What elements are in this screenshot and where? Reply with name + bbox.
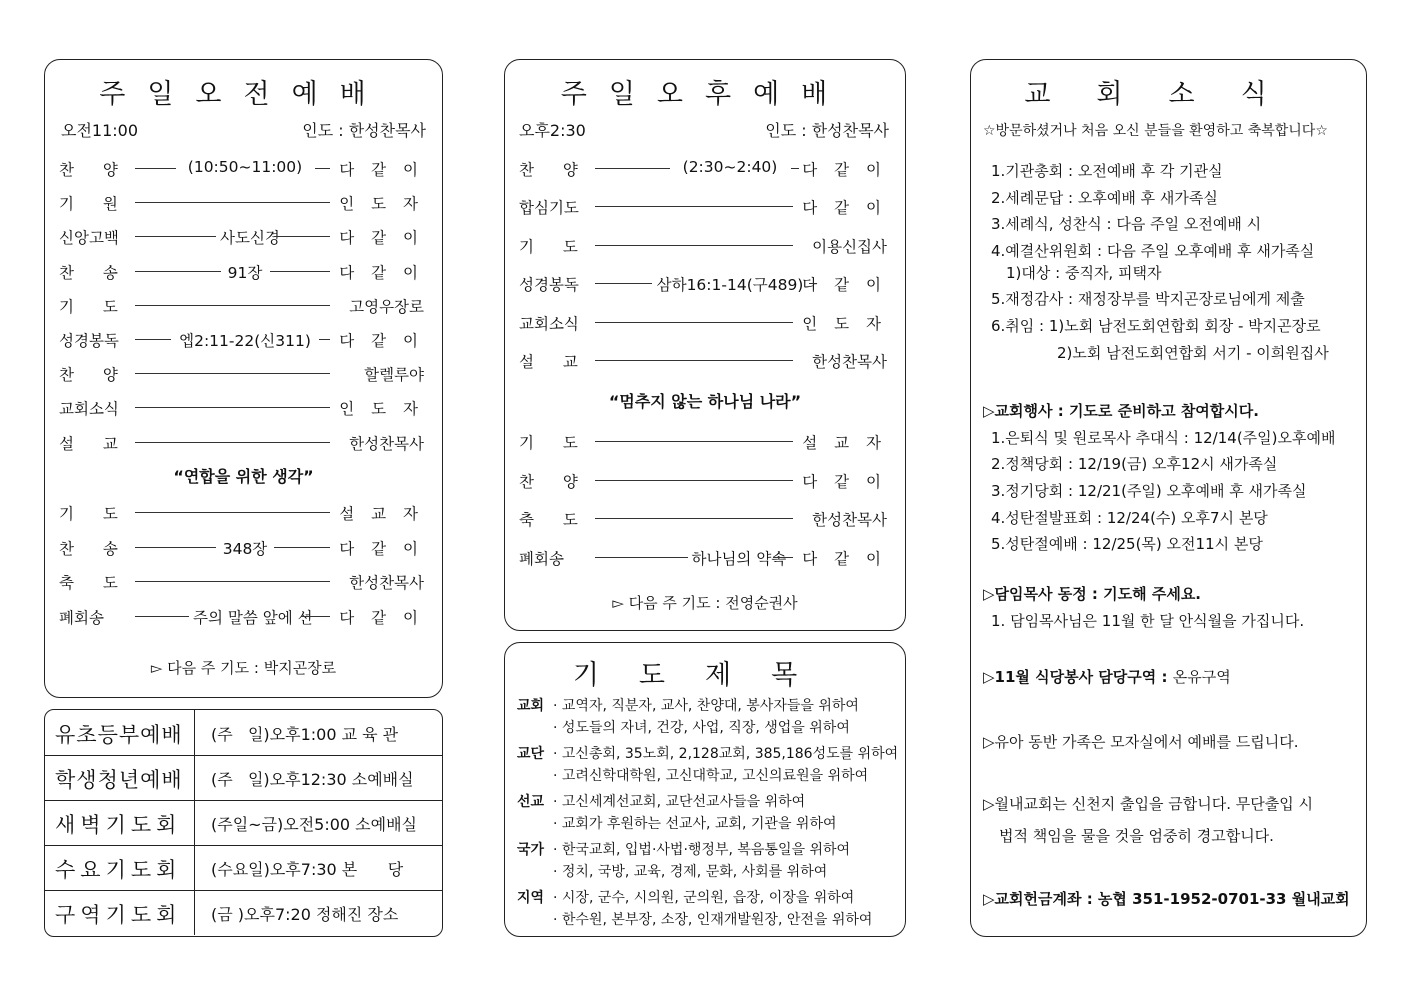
morning-order-label: 기 도 — [59, 297, 130, 316]
morning-order-row — [45, 537, 442, 559]
cafeteria-label: ▷11월 식당봉사 담당구역 : — [983, 668, 1173, 686]
prayer-text: 고신세계선교회, 교단선교사들을 위하여 — [561, 794, 806, 810]
afternoon-order-label: 폐회송 — [519, 549, 564, 568]
leader-line — [135, 442, 330, 443]
schedule-row — [45, 755, 442, 801]
leader-line — [773, 557, 794, 558]
offering-account: ▷교회헌금계좌 : 농협 351-1952-0701-33 월내교회 — [983, 890, 1350, 908]
leader-line — [595, 245, 793, 246]
prayer-line — [553, 765, 868, 785]
morning-order-label: 찬 양 — [59, 366, 130, 385]
leader-line — [595, 206, 793, 207]
schedule-row — [45, 800, 442, 846]
leader-line — [595, 360, 793, 361]
morning-time: 오전11:00 — [61, 121, 139, 140]
warning-line-1: ▷월내교회는 신천지 출입을 금합니다. 무단출입 시 — [983, 795, 1313, 813]
event-item: 2.정책당회 : 12/19(금) 오후12시 새가족실 — [991, 455, 1278, 473]
news-title: 교회소식 — [1024, 79, 1313, 110]
prayer-text: 성도들의 자녀, 건강, 사업, 직장, 생업을 위하여 — [561, 720, 850, 736]
morning-order-person: 설 교 자 — [339, 505, 424, 523]
prayer-title: 기도제목 — [572, 660, 838, 691]
schedule-row — [45, 710, 442, 756]
column-divider — [194, 800, 195, 845]
leader-line — [135, 373, 330, 374]
prayer-line — [553, 861, 827, 881]
bullet-dot: · — [553, 816, 562, 832]
morning-order-row — [45, 571, 442, 593]
bullet-dot: · — [553, 720, 562, 736]
leader-line — [301, 616, 330, 617]
prayer-text: 고신총회, 35노회, 2,128교회, 385,186성도를 위하여 — [561, 746, 899, 762]
schedule-name: 수요기도회 — [55, 858, 182, 882]
afternoon-order-label: 찬 양 — [519, 472, 590, 491]
afternoon-next-prayer: ▻ 다음 주 기도 : 전영순권사 — [612, 594, 798, 612]
afternoon-order-row — [505, 508, 905, 530]
afternoon-time: 오후2:30 — [519, 121, 586, 140]
morning-order-row — [45, 432, 442, 454]
leader-line — [809, 283, 817, 284]
event-item: 1.은퇴식 및 원로목사 추대식 : 12/14(주일)오후예배 — [991, 429, 1336, 447]
afternoon-order-detail: (2:30~2:40) — [682, 158, 778, 176]
leader-line — [135, 547, 216, 548]
morning-order-person: 고영우장로 — [349, 297, 424, 316]
prayer-line — [553, 839, 850, 859]
prayer-text: 한국교회, 입법·사법·행정부, 복음통일을 위하여 — [561, 842, 851, 858]
morning-order-person: 한성찬목사 — [349, 434, 424, 453]
leader-line — [135, 512, 330, 513]
afternoon-order-label: 교회소식 — [519, 314, 579, 333]
afternoon-order-row — [505, 547, 905, 569]
bullet-dot: · — [553, 864, 562, 880]
prayer-category: 교단 — [517, 746, 545, 762]
morning-order-row — [45, 295, 442, 317]
afternoon-order-row — [505, 431, 905, 453]
news-item: 6.취임 : 1)노회 남전도회연합회 회장 - 박지곤장로 — [991, 317, 1321, 335]
leader-line — [135, 305, 330, 306]
prayer-line — [553, 695, 859, 715]
news-item: 2)노회 남전도회연합회 서기 - 이희원집사 — [1057, 344, 1329, 362]
morning-order-label: 신앙고백 — [59, 229, 119, 248]
afternoon-order-person: 한성찬목사 — [812, 511, 887, 529]
leader-line — [270, 271, 331, 272]
morning-order-label: 폐회송 — [59, 608, 104, 627]
leader-line — [135, 616, 189, 617]
afternoon-order-person: 한성찬목사 — [812, 353, 887, 371]
prayer-category: 지역 — [517, 890, 545, 906]
schedule-name: 유초등부예배 — [55, 723, 183, 747]
afternoon-order-row — [505, 312, 905, 334]
prayer-panel — [504, 642, 906, 937]
afternoon-order-person: 이용신집사 — [812, 237, 887, 256]
event-item: 5.성탄절예배 : 12/25(목) 오전11시 본당 — [991, 535, 1263, 553]
afternoon-sermon-title: “멈추지 않는 하나님 나라” — [608, 392, 802, 411]
leader-line — [595, 283, 652, 284]
news-welcome: ☆방문하셨거나 처음 오신 분들을 환영하고 축복합니다☆ — [983, 123, 1328, 139]
morning-order-label: 찬 송 — [59, 263, 130, 282]
afternoon-order-person: 다 같 이 — [802, 549, 887, 568]
news-item: 4.예결산위원회 : 다음 주일 오후예배 후 새가족실 — [991, 242, 1315, 260]
leader-line — [135, 202, 330, 203]
leader-line — [135, 407, 330, 408]
schedule-name: 학생청년예배 — [55, 768, 183, 792]
cafeteria-value: 온유구역 — [1172, 668, 1231, 686]
morning-order-detail: 주의 말씀 앞에 선 — [193, 608, 313, 627]
bullet-dot: · — [553, 890, 562, 906]
morning-order-person: 인 도 자 — [339, 195, 424, 214]
morning-order-row — [45, 606, 442, 628]
prayer-text: 정치, 국방, 교육, 경제, 문화, 사회를 위하여 — [561, 864, 828, 880]
afternoon-order-person: 다 같 이 — [802, 199, 887, 218]
prayer-text: 시장, 군수, 시의원, 군의원, 읍장, 이장을 위하여 — [561, 890, 855, 906]
leader-line — [319, 339, 330, 340]
morning-order-row — [45, 261, 442, 283]
prayer-category: 선교 — [517, 794, 545, 810]
morning-title: 주일오전예배 — [99, 79, 388, 110]
schedule-time: (주일~금)오전5:00 소예배실 — [211, 815, 418, 834]
news-item: 2.세례문답 : 오후예배 후 새가족실 — [991, 189, 1218, 207]
column-divider — [194, 710, 195, 755]
afternoon-order-label: 합심기도 — [519, 199, 579, 218]
leader-line — [274, 547, 330, 548]
schedule-name: 새벽기도회 — [55, 813, 182, 837]
schedule-time: (수요일)오후7:30 본 당 — [211, 860, 404, 879]
schedule-row — [45, 845, 442, 891]
morning-order-person: 할렐루야 — [364, 366, 424, 385]
news-item: 5.재정감사 : 재정장부를 박지곤장로님에게 제출 — [991, 290, 1305, 308]
bullet-dot: · — [553, 912, 562, 928]
morning-order-row — [45, 397, 442, 419]
afternoon-order-row — [505, 470, 905, 492]
morning-order-row — [45, 226, 442, 248]
afternoon-order-row — [505, 350, 905, 372]
leader-line — [135, 236, 216, 237]
prayer-text: 교역자, 직분자, 교사, 찬양대, 봉사자들을 위하여 — [561, 698, 859, 714]
leader-line — [595, 441, 793, 442]
morning-order-label: 축 도 — [59, 574, 130, 592]
leader-line — [595, 168, 670, 169]
bullet-dot: · — [553, 768, 562, 784]
afternoon-worship-panel — [504, 59, 906, 631]
leader-line — [135, 581, 330, 582]
morning-order-row — [45, 329, 442, 351]
morning-order-label: 찬 양 — [59, 161, 130, 179]
cafeteria-heading — [983, 666, 1231, 687]
afternoon-order-person: 다 같 이 — [802, 472, 887, 491]
morning-order-person: 한성찬목사 — [349, 574, 424, 592]
afternoon-order-person: 다 같 이 — [802, 161, 887, 179]
afternoon-order-label: 축 도 — [519, 511, 590, 529]
schedule-time: (주 일)오후12:30 소예배실 — [211, 770, 414, 789]
morning-order-label: 설 교 — [59, 434, 130, 453]
warning-line-2: 법적 책임을 물을 것을 엄중히 경고합니다. — [999, 827, 1274, 845]
morning-order-person: 인 도 자 — [339, 400, 424, 419]
afternoon-order-person: 다 같 이 — [802, 276, 887, 295]
prayer-text: 고려신학대학원, 고신대학교, 고신의료원을 위하여 — [561, 768, 869, 784]
leader-line — [595, 557, 688, 558]
prayer-line — [553, 887, 854, 907]
news-item: 1)대상 : 중직자, 피택자 — [1006, 264, 1162, 282]
event-item: 4.성탄절발표회 : 12/24(수) 오후7시 본당 — [991, 509, 1268, 527]
morning-worship-panel — [44, 59, 443, 698]
column-divider — [194, 890, 195, 935]
morning-order-person: 다 같 이 — [339, 229, 424, 248]
column-divider — [194, 755, 195, 800]
afternoon-order-row — [505, 158, 905, 180]
afternoon-order-row — [505, 196, 905, 218]
afternoon-order-person: 인 도 자 — [802, 314, 887, 333]
bullet-dot: · — [553, 698, 562, 714]
leader-line — [135, 339, 171, 340]
prayer-category: 교회 — [517, 698, 545, 714]
prayer-category: 국가 — [517, 842, 545, 858]
pastor-line: 1. 담임목사님은 11월 한 달 안식월을 가집니다. — [991, 612, 1305, 630]
morning-order-row — [45, 192, 442, 214]
schedule-time: (주 일)오후1:00 교 육 관 — [211, 725, 399, 744]
leader-line — [595, 322, 793, 323]
prayer-line — [553, 717, 850, 737]
morning-order-label: 교회소식 — [59, 400, 119, 419]
morning-sermon-title: “연합을 위한 생각” — [173, 467, 314, 486]
afternoon-order-detail: 삼하16:1-14(구489) — [656, 276, 804, 295]
afternoon-leader: 인도 : 한성찬목사 — [765, 121, 889, 140]
schedule-table — [44, 709, 443, 937]
afternoon-title: 주일오후예배 — [560, 79, 850, 110]
morning-order-detail: (10:50~11:00) — [187, 158, 303, 176]
pastor-heading: ▷담임목사 동정 : 기도해 주세요. — [983, 585, 1202, 603]
morning-order-person: 다 같 이 — [339, 608, 424, 627]
morning-order-label: 기 도 — [59, 505, 130, 523]
morning-order-label: 기 원 — [59, 195, 130, 214]
nursery-notice: ▷유아 동반 가족은 모자실에서 예배를 드립니다. — [983, 733, 1299, 751]
leader-line — [791, 168, 799, 169]
morning-order-detail: 348장 — [222, 539, 268, 558]
afternoon-order-detail: 하나님의 약속 — [691, 549, 787, 568]
morning-order-person: 다 같 이 — [339, 332, 424, 350]
leader-line — [595, 480, 793, 481]
morning-order-detail: 엡2:11-22(신311) — [179, 332, 311, 350]
morning-order-label: 성경봉독 — [59, 332, 119, 350]
news-item: 1.기관총회 : 오전예배 후 각 기관실 — [991, 162, 1223, 180]
morning-order-person: 다 같 이 — [339, 263, 424, 282]
leader-line — [135, 271, 221, 272]
news-panel — [970, 59, 1367, 937]
prayer-line — [553, 909, 872, 929]
morning-order-row — [45, 363, 442, 385]
schedule-row — [45, 890, 442, 935]
afternoon-order-label: 기 도 — [519, 237, 590, 256]
afternoon-order-row — [505, 235, 905, 257]
morning-leader: 인도 : 한성찬목사 — [302, 121, 426, 140]
afternoon-order-label: 설 교 — [519, 353, 590, 371]
bullet-dot: · — [553, 842, 562, 858]
column-divider — [194, 845, 195, 890]
prayer-line — [553, 791, 805, 811]
morning-order-label: 찬 송 — [59, 539, 130, 558]
afternoon-order-row — [505, 273, 905, 295]
events-heading: ▷교회행사 : 기도로 준비하고 참여합시다. — [983, 402, 1259, 420]
morning-next-prayer: ▻ 다음 주 기도 : 박지곤장로 — [150, 659, 337, 677]
leader-line — [274, 236, 330, 237]
schedule-time: (금 )오후7:20 정해진 장소 — [211, 905, 399, 924]
event-item: 3.정기당회 : 12/21(주일) 오후예배 후 새가족실 — [991, 482, 1307, 500]
afternoon-order-person: 설 교 자 — [802, 434, 887, 452]
leader-line — [315, 168, 331, 169]
morning-order-row — [45, 158, 442, 180]
leader-line — [135, 168, 176, 169]
morning-order-person: 다 같 이 — [339, 539, 424, 558]
prayer-line — [553, 743, 898, 763]
prayer-line — [553, 813, 837, 833]
afternoon-order-label: 찬 양 — [519, 161, 590, 179]
bullet-dot: · — [553, 794, 562, 810]
schedule-name: 구역기도회 — [55, 903, 182, 927]
prayer-text: 한수원, 본부장, 소장, 인재개발원장, 안전을 위하여 — [561, 912, 873, 928]
bullet-dot: · — [553, 746, 562, 762]
news-item: 3.세례식, 성찬식 : 다음 주일 오전예배 시 — [991, 215, 1262, 233]
prayer-text: 교회가 후원하는 선교사, 교회, 기관을 위하여 — [561, 816, 837, 832]
afternoon-order-label: 성경봉독 — [519, 276, 579, 295]
leader-line — [595, 518, 793, 519]
morning-order-detail: 사도신경 — [220, 229, 280, 248]
afternoon-order-label: 기 도 — [519, 434, 590, 452]
morning-order-row — [45, 502, 442, 524]
morning-order-person: 다 같 이 — [339, 161, 424, 179]
morning-order-detail: 91장 — [227, 263, 263, 282]
